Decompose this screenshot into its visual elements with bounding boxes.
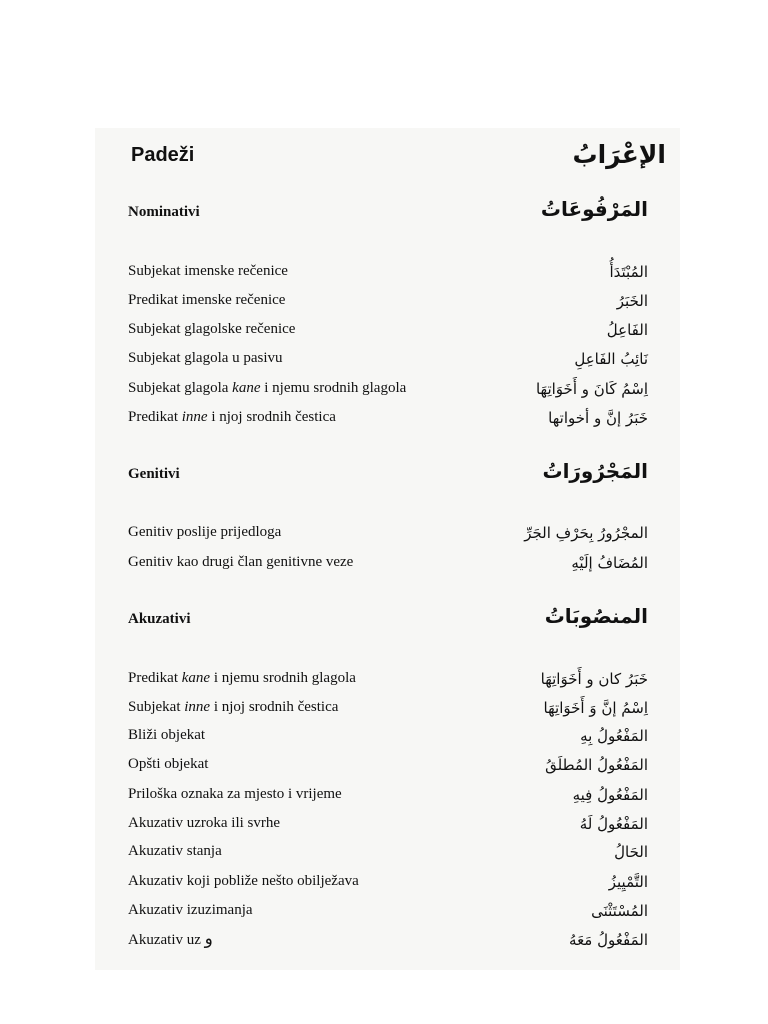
item-arabic: المجْرُورُ بِحَرْفِ الجَرِّ <box>524 524 648 542</box>
list-item <box>95 841 680 869</box>
item-label: Bliži objekat <box>128 727 206 743</box>
section-heading-genitivi <box>95 459 680 492</box>
section-heading-arabic: المنصُوبَاتُ <box>544 604 648 628</box>
item-label: Subjekat glagolske rečenice <box>128 321 296 337</box>
item-arabic: خَبَرُ إنَّ و أخواتها <box>548 409 648 427</box>
item-arabic: نَائِبُ الفَاعِلِ <box>574 350 648 368</box>
item-label: Akuzativ uz و <box>128 929 213 949</box>
item-arabic: المَفْعُولُ مَعَهُ <box>569 931 648 949</box>
section-heading-nominativi <box>95 197 680 230</box>
section-heading-label: Genitivi <box>128 466 180 482</box>
item-label: Priloška oznaka za mjesto i vrijeme <box>128 786 342 802</box>
item-label: Subjekat glagola kane i njemu srodnih glagola <box>128 380 407 396</box>
section-heading-label: Nominativi <box>128 204 200 220</box>
item-arabic: الحَالُ <box>614 843 648 861</box>
list-item <box>95 348 680 376</box>
item-arabic: المُضَافُ إلَيْهِ <box>571 554 648 572</box>
item-label: Akuzativ izuzimanja <box>128 902 253 918</box>
section-heading-arabic: المَجْرُورَاتُ <box>542 459 648 483</box>
item-label: Opšti objekat <box>128 756 209 772</box>
item-label: Akuzativ koji pobliže nešto obilježava <box>128 873 359 889</box>
item-arabic: خَبَرُ كان و أَخَوَاتِهَا <box>540 670 648 688</box>
list-item <box>95 668 680 696</box>
list-item <box>95 813 680 841</box>
section-heading-label: Akuzativi <box>128 611 191 627</box>
list-item <box>95 407 680 435</box>
list-item <box>95 261 680 289</box>
page-title-arabic: الإعْرَابُ <box>572 140 666 169</box>
list-item <box>95 725 680 753</box>
item-arabic: الفَاعِلُ <box>606 321 648 339</box>
item-label: Genitiv kao drugi član genitivne veze <box>128 554 354 570</box>
item-label: Subjekat imenske rečenice <box>128 263 288 279</box>
section-heading-akuzativi <box>95 604 680 637</box>
item-arabic: المُسْتَثْنَى <box>591 902 648 920</box>
list-item <box>95 319 680 347</box>
item-label: Akuzativ uzroka ili svrhe <box>128 815 281 831</box>
list-item <box>95 754 680 782</box>
item-arabic: المَفْعُولُ فِيهِ <box>572 786 648 804</box>
list-item <box>95 290 680 318</box>
list-item <box>95 552 680 580</box>
item-arabic: المَفْعُولُ لَهُ <box>579 815 648 833</box>
item-label: Genitiv poslije prijedloga <box>128 524 282 540</box>
item-label: Subjekat inne i njoj srodnih čestica <box>128 699 339 715</box>
item-label: Subjekat glagola u pasivu <box>128 350 283 366</box>
item-arabic: التَّمْيِيزُ <box>608 873 648 891</box>
list-item <box>95 697 680 725</box>
document-page <box>95 128 680 970</box>
list-item <box>95 378 680 406</box>
item-arabic: المَفْعُولُ بِهِ <box>580 727 648 745</box>
list-item <box>95 522 680 550</box>
item-arabic: المَفْعُولُ المُطلَقُ <box>545 756 648 774</box>
section-heading-arabic: المَرْفُوعَاتُ <box>540 197 648 221</box>
list-item <box>95 900 680 928</box>
list-item <box>95 784 680 812</box>
item-arabic: اِسْمُ إنَّ وَ أَخَوَاتِهَا <box>543 699 648 717</box>
item-label: Predikat inne i njoj srodnih čestica <box>128 409 336 425</box>
list-item <box>95 871 680 899</box>
page-title: Padeži <box>131 144 195 166</box>
item-label: Akuzativ stanja <box>128 843 222 859</box>
item-label: Predikat imenske rečenice <box>128 292 286 308</box>
item-label: Predikat kane i njemu srodnih glagola <box>128 670 356 686</box>
list-item <box>95 929 680 957</box>
item-arabic: الخَبَرُ <box>616 292 648 310</box>
item-arabic: اِسْمُ كَانَ و أَخَوَاتِهَا <box>535 380 648 398</box>
item-arabic: المُبْتَدَأُ <box>609 263 648 281</box>
